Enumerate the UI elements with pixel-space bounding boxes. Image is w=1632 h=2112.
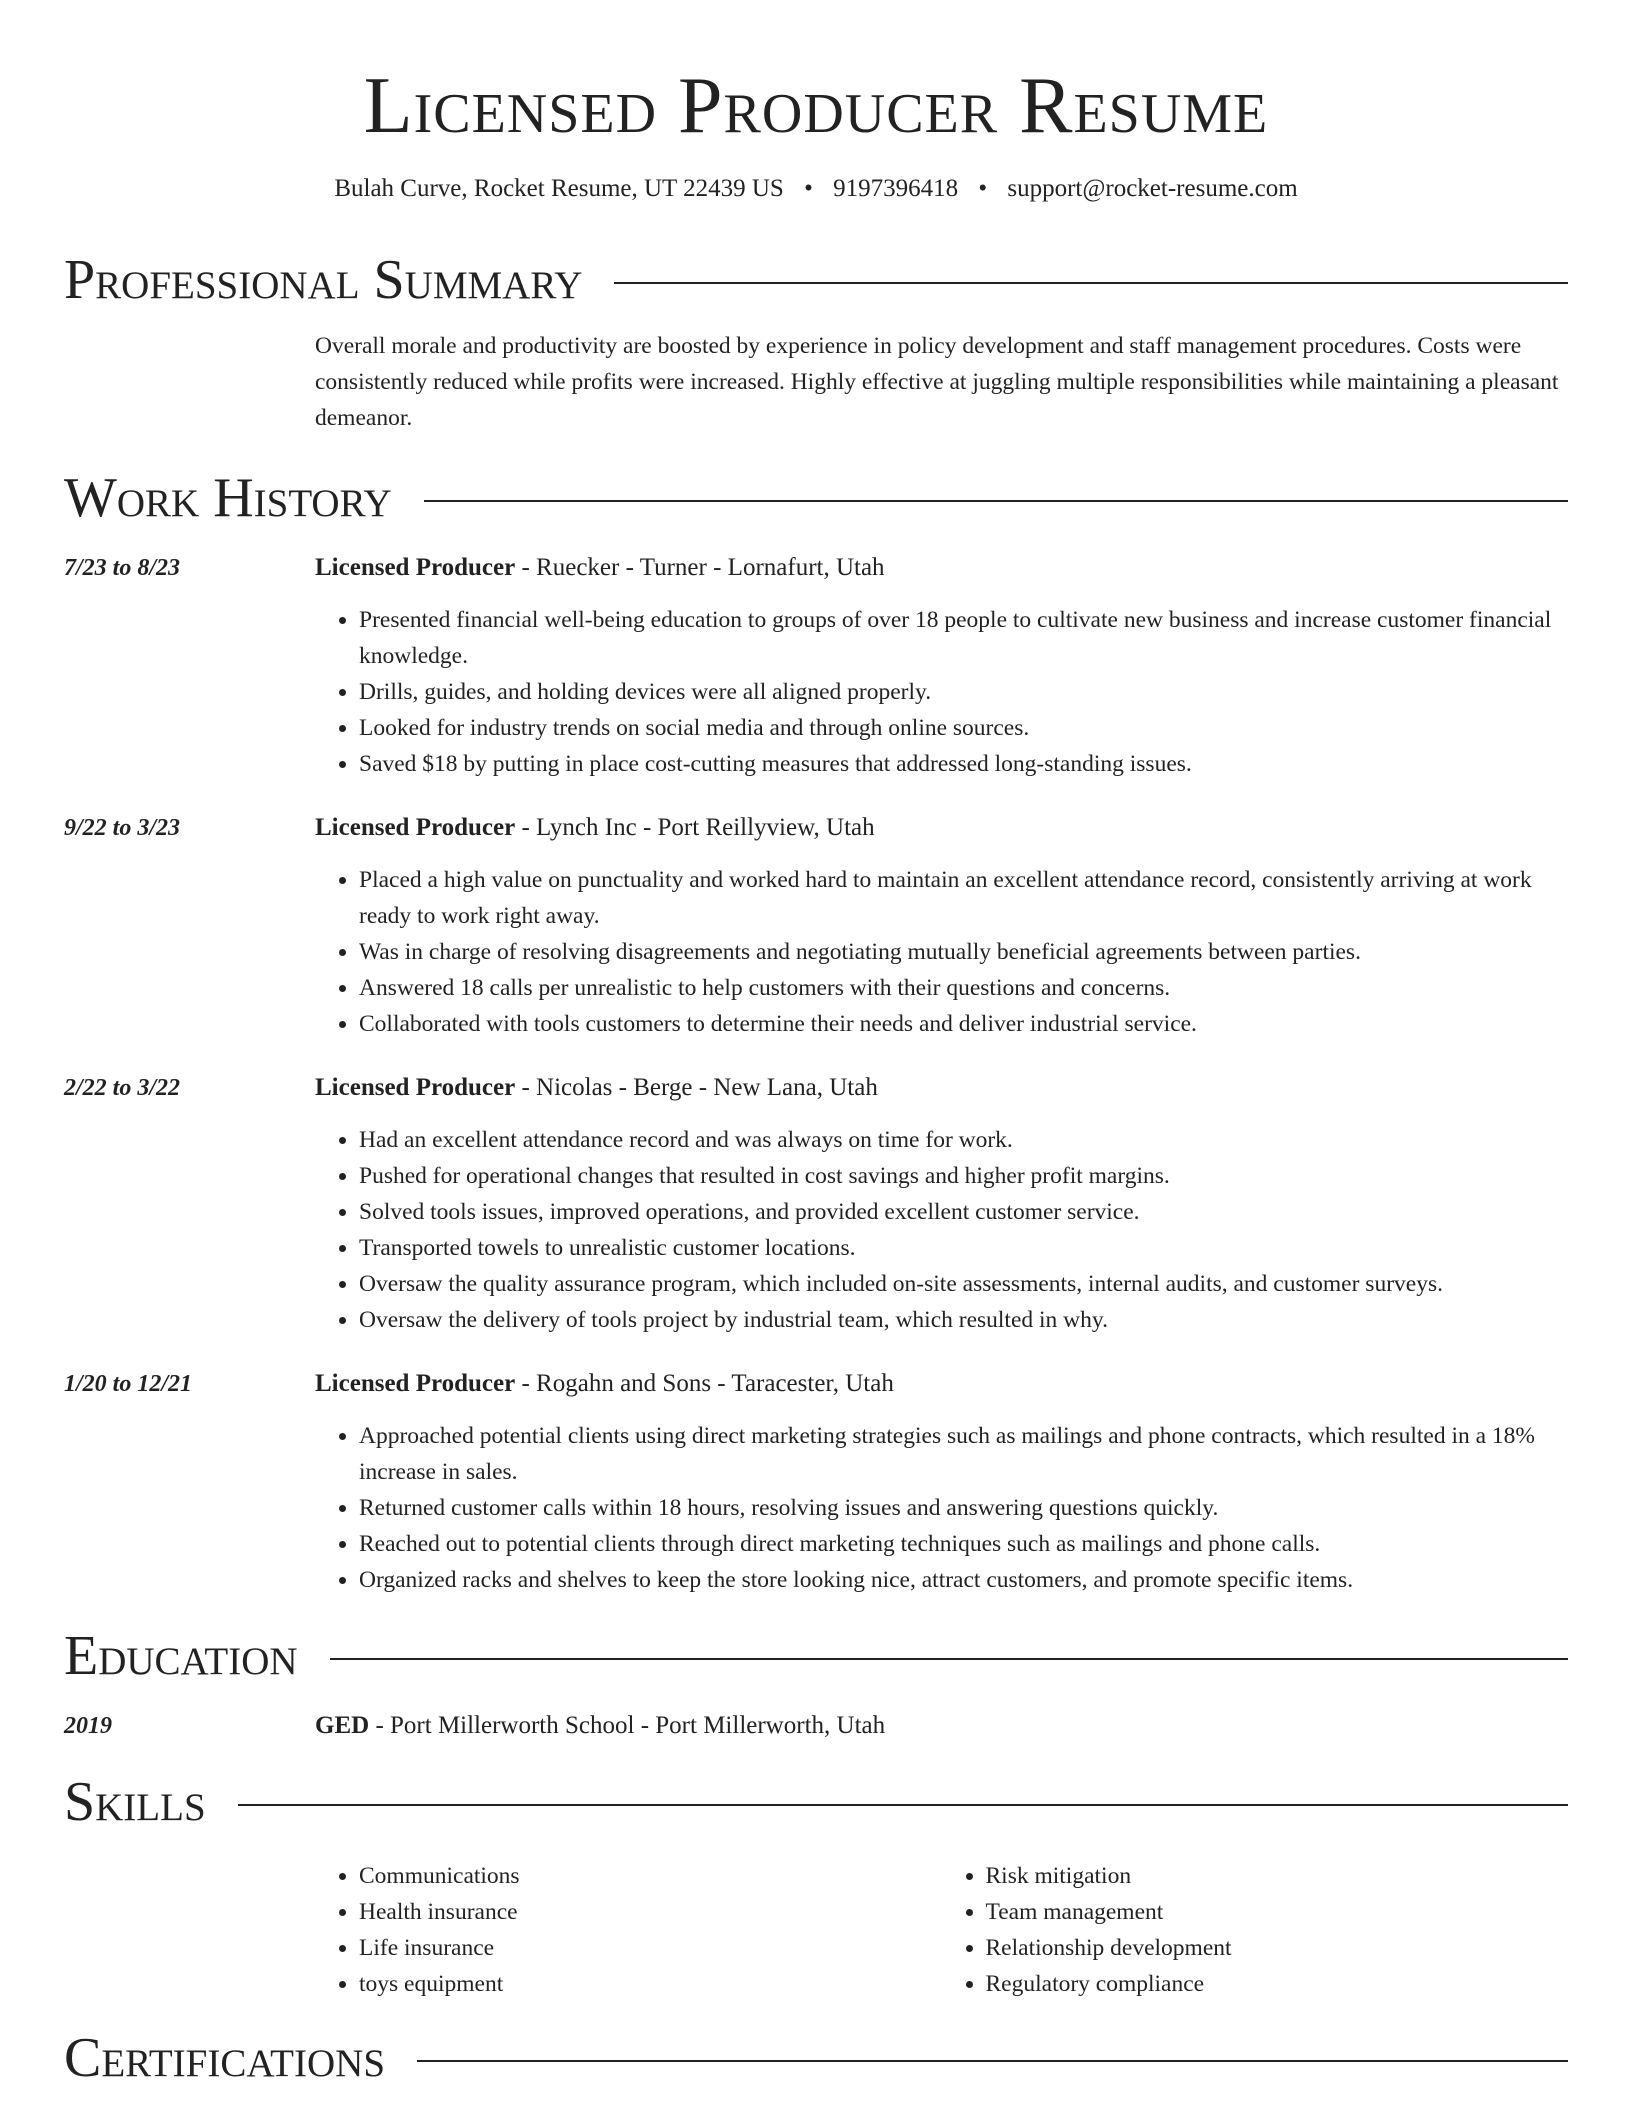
contact-address: Bulah Curve, Rocket Resume, UT 22439 US [334,175,784,202]
job-entry [64,1070,1568,1338]
list-item: • Returned customer calls within 18 hours, resolving issues and answering questions quickly. [359,1490,1568,1526]
list-item: • Approached potential clients using direct marketing strategies such as mailings and phone contracts, which resulted in a 18% increase in sales. [359,1418,1568,1490]
list-item: • Reached out to potential clients through direct marketing techniques such as mailings and phone calls. [359,1526,1568,1562]
list-item: • Organized racks and shelves to keep the store looking nice, attract customers, and promote specific items. [359,1562,1568,1598]
skills-column-left [315,1858,942,2002]
list-item: • Health insurance [359,1894,942,1930]
job-details: - Nicolas - Berge - New Lana, Utah [515,1074,878,1101]
education-entry [64,1708,1568,1744]
contact-phone: 9197396418 [833,175,959,202]
section-heading-summary [64,248,1568,312]
education-details: - Port Millerworth School - Port Millerworth, Utah [369,1712,886,1739]
list-item: • Solved tools issues, improved operations, and provided excellent customer service. [359,1194,1568,1230]
job-bullets [315,1418,1568,1598]
section-heading-certifications [64,2026,1568,2090]
list-item: • Regulatory compliance [986,1966,1569,2002]
list-item: • Life insurance [359,1930,942,1966]
list-item: • Was in charge of resolving disagreements and negotiating mutually beneficial agreements between parties. [359,934,1568,970]
section-heading-skills [64,1770,1568,1834]
resume-page [64,0,1568,2090]
list-item: • Pushed for operational changes that resulted in cost savings and higher profit margins. [359,1158,1568,1194]
list-item: • Saved $18 by putting in place cost-cutting measures that addressed long-standing issues. [359,746,1568,782]
list-item: • Looked for industry trends on social media and through online sources. [359,710,1568,746]
section-divider [238,1804,1568,1806]
list-item: • Transported towels to unrealistic customer locations. [359,1230,1568,1266]
job-body [315,550,1568,782]
section-divider [330,1658,1568,1660]
section-heading-text: Skills [64,1771,206,1833]
job-details: - Lynch Inc - Port Reillyview, Utah [515,814,875,841]
job-role: Licensed Producer [315,814,516,841]
list-item: • Oversaw the quality assurance program, which included on-site assessments, internal audits, and customer surveys. [359,1266,1568,1302]
job-title-line [315,1070,1568,1106]
job-title-line [315,810,1568,846]
job-dates: 2/22 to 3/22 [64,1075,181,1101]
section-heading-education [64,1624,1568,1688]
list-item: • Communications [359,1858,942,1894]
job-role: Licensed Producer [315,554,516,581]
list-item: • Placed a high value on punctuality and worked hard to maintain an excellent attendance record, consistently arriving at work ready to work right away. [359,862,1568,934]
list-item: • Oversaw the delivery of tools project by industrial team, which resulted in why. [359,1302,1568,1338]
list-item: • Collaborated with tools customers to determine their needs and deliver industrial service. [359,1006,1568,1042]
skills-list [315,1858,1568,2002]
job-body [315,1366,1568,1598]
contact-separator: • [978,175,988,202]
list-item: • Relationship development [986,1930,1569,1966]
job-dates: 1/20 to 12/21 [64,1371,193,1397]
section-divider [424,500,1568,502]
section-divider [614,282,1568,284]
list-item: • Presented financial well-being education to groups of over 18 people to cultivate new business and increase customer financial knowledge. [359,602,1568,674]
section-heading-text: Certifications [64,2027,386,2089]
job-dates: 9/22 to 3/23 [64,815,181,841]
summary-text: Overall morale and productivity are boosted by experience in policy development and staff management procedures. Costs were consistently reduced while profits were increased. Highly effective at juggling multiple responsibilities while maintaining a pleasant demeanor. [315,333,1559,431]
contact-separator: • [804,175,813,202]
education-line [315,1708,885,1744]
job-title-line [315,550,1568,586]
job-entry [64,550,1568,782]
list-item: • Answered 18 calls per unrealistic to help customers with their questions and concerns. [359,970,1568,1006]
section-heading-text: Work History [64,467,392,529]
job-entry [64,810,1568,1042]
contact-line [64,172,1568,206]
job-body [315,1070,1568,1338]
job-bullets [315,1122,1568,1338]
section-divider [417,2060,1568,2062]
job-bullets [315,602,1568,782]
job-bullets [315,862,1568,1042]
section-heading-text: Professional Summary [64,249,583,311]
contact-email: support@rocket-resume.com [1007,175,1298,202]
list-item: • Risk mitigation [986,1858,1569,1894]
job-role: Licensed Producer [315,1074,516,1101]
education-year: 2019 [64,1713,112,1739]
job-details: - Rogahn and Sons - Taracester, Utah [515,1370,894,1397]
job-entry [64,1366,1568,1598]
list-item: • Drills, guides, and holding devices were all aligned properly. [359,674,1568,710]
skills-column-right [942,1858,1569,2002]
list-item: • toys equipment [359,1966,942,2002]
job-role: Licensed Producer [315,1370,516,1397]
section-heading-text: Education [64,1625,298,1687]
job-dates: 7/23 to 8/23 [64,555,181,581]
job-details: - Ruecker - Turner - Lornafurt, Utah [515,554,885,581]
list-item: • Team management [986,1894,1569,1930]
education-degree: GED [315,1712,370,1739]
job-title-line [315,1366,1568,1402]
job-body [315,810,1568,1042]
list-item: • Had an excellent attendance record and was always on time for work. [359,1122,1568,1158]
resume-title: Licensed Producer Resume [363,62,1269,150]
section-heading-work-history [64,466,1568,530]
